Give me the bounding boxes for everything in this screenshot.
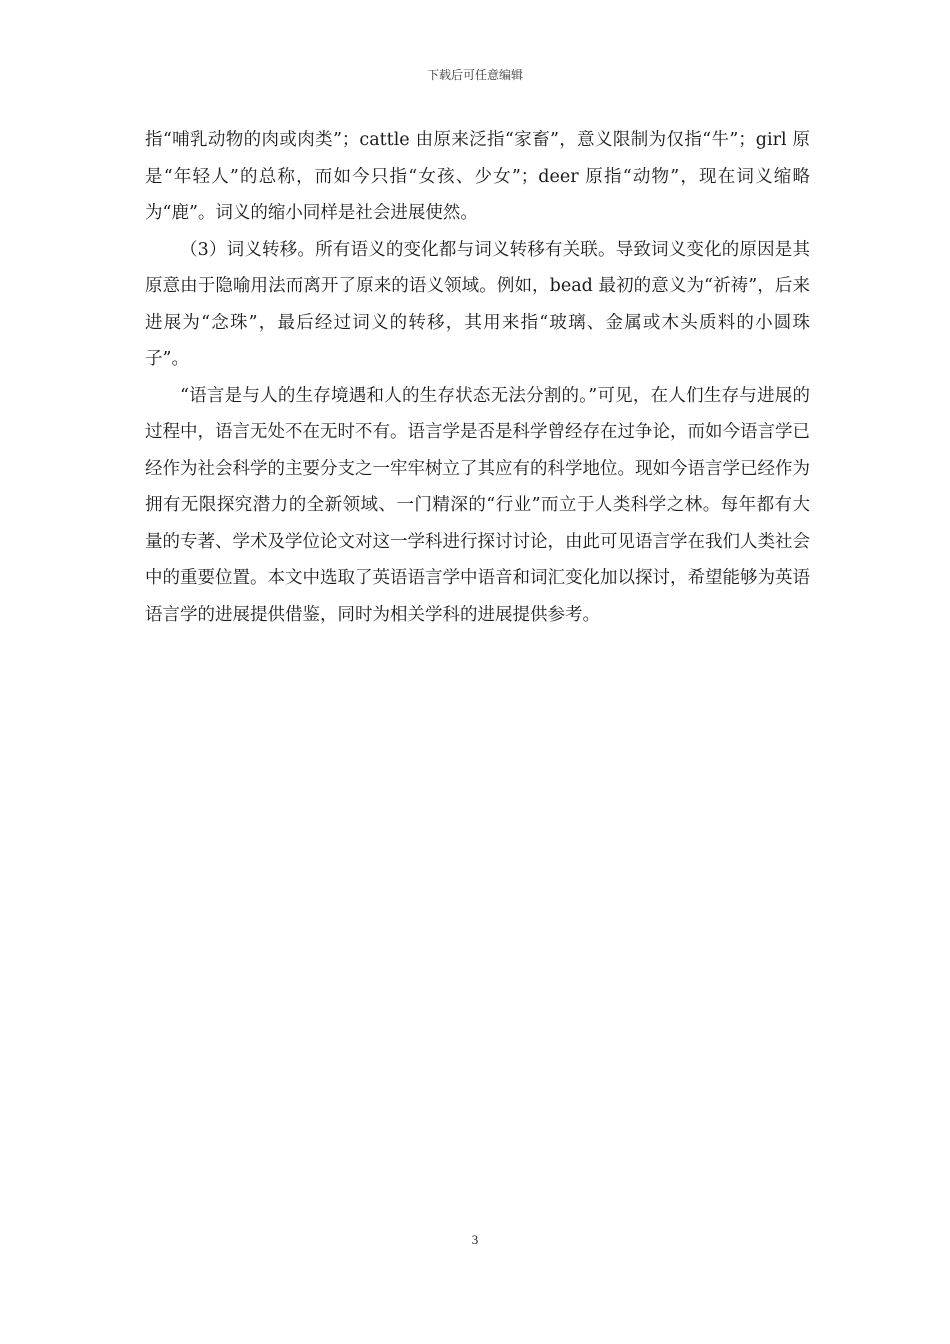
- document-body: [145, 122, 810, 633]
- paragraph-meaning-transfer: （3）词义转移。所有语义的变化都与词义转移有关联。导致词义变化的原因是其原意由于隐喻用法而离开了原来的语义领域。例如，bead 最初的意义为“祈祷”，后来进展为“念珠”，最后经过词义的转移，其用来指“玻璃、金属或木头质料的小圆珠子”。: [145, 239, 810, 369]
- paragraph-conclusion: “语言是与人的生存境遇和人的生存状态无法分割的。”可见，在人们生存与进展的过程中，语言无处不在无时不有。语言学是否是科学曾经存在过争论，而如今语言学已经作为社会科学的主要分支之一牢牢树立了其应有的科学地位。现如今语言学已经作为拥有无限探究潜力的全新领域、一门精深的“行业”而立于人类科学之林。每年都有大量的专著、学术及学位论文对这一学科进行探讨讨论，由此可见语言学在我们人类社会中的重要位置。本文中选取了英语语言学中语音和词汇变化加以探讨，希望能够为英语语言学的进展提供借鉴，同时为相关学科的进展提供参考。: [145, 385, 810, 625]
- page-number: 3: [471, 1232, 479, 1247]
- page-header: 下载后可任意编辑: [426, 68, 523, 82]
- paragraph-narrowing-continued: 指“哺乳动物的肉或肉类”；cattle 由原来泛指“家畜”，意义限制为仅指“牛”；girl 原是“年轻人”的总称，而如今只指“女孩、少女”；deer 原指“动物”，现在词义缩略为“鹿”。词义的缩小同样是社会进展使然。: [145, 130, 810, 223]
